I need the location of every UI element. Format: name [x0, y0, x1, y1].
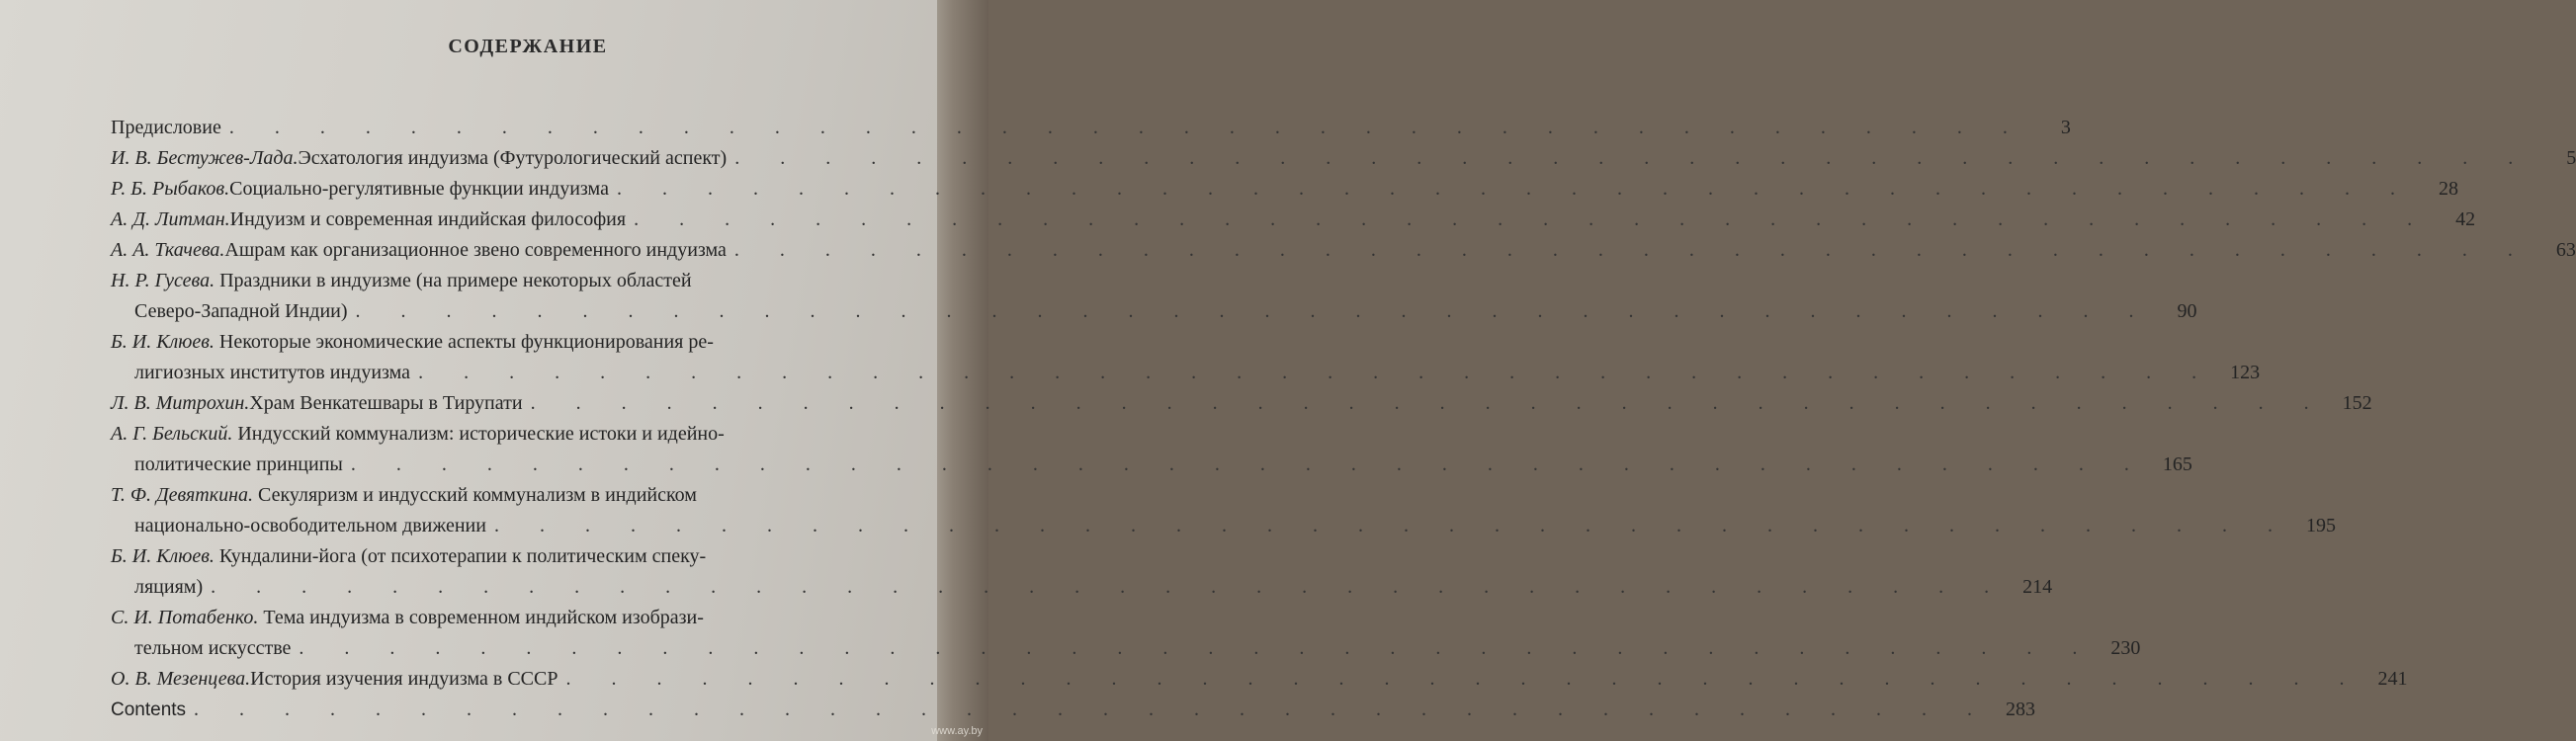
toc-entry-title-line: национально-освободительном движении [134, 515, 486, 536]
toc-entry [111, 423, 2192, 484]
toc-leader-dots: . . . . . . . . . . . . . . . . . . . . . . . . . . . . . . . . . . . . . . . . [299, 637, 2096, 659]
toc-leader-dots: . . . . . . . . . . . . . . . . . . . . . . . . . . . . . . . . . . . . . . . . [634, 208, 2431, 230]
toc-page-number: 195 [2305, 515, 2336, 536]
toc-entry-title-line: Contents [111, 700, 187, 720]
toc-entry [111, 270, 2197, 331]
toc-entry [111, 147, 2576, 178]
toc-entry-title-line: Северо-Западной Индии) [134, 300, 348, 322]
toc-entry-title-line: Индусский коммунализм: исторические истоки и идейно- [237, 423, 725, 445]
toc-entry-author: А. А. Ткачева. [111, 239, 225, 261]
toc-entry-author: И. В. Бестужев-Лада. [111, 147, 299, 169]
toc-leader-dots: . . . . . . . . . . . . . . . . . . . . . . . . . . . . . . . . . . . . . . . . [211, 576, 2008, 598]
toc-entry-author: А. Д. Литман. [111, 208, 230, 230]
toc-entry-title-line: История изучения индуизма в СССР [250, 668, 558, 690]
toc-entry-author: Т. Ф. Девяткина. [111, 484, 258, 506]
toc-entry-author: О. В. Мезенцева. [111, 668, 251, 690]
toc-entry-title-line: Тема индуизма в современном индийском изобрази- [263, 607, 704, 628]
toc-entry-title-line: политические принципы [134, 453, 343, 475]
toc-entry-author: Р. Б. Рыбаков. [111, 178, 230, 200]
toc-entry [111, 239, 2576, 270]
toc-entry [111, 545, 2053, 607]
toc-entry-title-line: тельном искусстве [134, 637, 292, 659]
toc-leader-dots: . . . . . . . . . . . . . . . . . . . . . . . . . . . . . . . . . . . . . . . . [228, 117, 2025, 138]
toc-page-number: 165 [2162, 453, 2192, 475]
toc-entry-title-line: Кундалини-йога (от психотерапии к политическим спеку- [218, 545, 707, 567]
toc-entry [111, 668, 2408, 699]
toc-entry-author: С. И. Потабенко. [111, 607, 264, 628]
toc-page-number: 3 [2060, 117, 2071, 138]
toc-leader-dots: . . . . . . . . . . . . . . . . . . . . . . . . . . . . . . . . . . . . . . . . [194, 699, 1991, 720]
toc-page-number: 152 [2342, 392, 2372, 414]
toc-entry-title-line: Индуизм и современная индийская философия [229, 208, 627, 230]
toc-leader-dots: . . . . . . . . . . . . . . . . . . . . . . . . . . . . . . . . . . . . . . . . [530, 392, 2327, 414]
toc-entry [111, 607, 2141, 668]
toc-entry-title-line: Предисловие [111, 117, 221, 138]
toc-entry-author: А. Г. Бельский. [111, 423, 238, 445]
toc-entry [111, 699, 2036, 729]
toc-leader-dots: . . . . . . . . . . . . . . . . . . . . . . . . . . . . . . . . . . . . . . . . [350, 453, 2147, 475]
toc-entry-title-line: Праздники в индуизме (на примере некоторых областей [219, 270, 692, 291]
toc-entry-title-line: Ашрам как организационное звено современного индуизма [224, 239, 727, 261]
toc-leader-dots: . . . . . . . . . . . . . . . . . . . . . . . . . . . . . . . . . . . . . . . . [418, 362, 2215, 383]
table-of-contents [111, 117, 2576, 729]
toc-entry [111, 392, 2372, 423]
toc-entry-title-line: лигиозных институтов индуизма [134, 362, 411, 383]
toc-page-number: 214 [2022, 576, 2053, 598]
toc-leader-dots: . . . . . . . . . . . . . . . . . . . . . . . . . . . . . . . . . . . . . . . . [733, 239, 2531, 261]
toc-page-number: 283 [2006, 699, 2036, 720]
toc-entry-author: Б. И. Клюев. [111, 545, 219, 567]
toc-entry-author: Н. Р. Гусева. [111, 270, 220, 291]
toc-page-number: 90 [2177, 300, 2197, 322]
toc-entry-title-line: Эсхатология индуизма (Футурологический аспект) [298, 147, 728, 169]
toc-entry-title-line: Некоторые экономические аспекты функционирования ре- [218, 331, 714, 353]
toc-entry [111, 178, 2458, 208]
toc-page-number: 63 [2555, 239, 2576, 261]
toc-leader-dots: . . . . . . . . . . . . . . . . . . . . . . . . . . . . . . . . . . . . . . . . [565, 668, 2362, 690]
toc-leader-dots: . . . . . . . . . . . . . . . . . . . . . . . . . . . . . . . . . . . . . . . . [355, 300, 2152, 322]
toc-entry [111, 484, 2336, 545]
toc-entry-author: Л. В. Митрохин. [111, 392, 250, 414]
toc-entry [111, 208, 2476, 239]
toc-entry-author: Б. И. Клюев. [111, 331, 219, 353]
toc-page-number: 5 [2566, 147, 2576, 169]
toc-entry-title-line: Храм Венкатешвары в Тирупати [249, 392, 523, 414]
toc-page-number: 230 [2110, 637, 2141, 659]
toc-page-number: 241 [2377, 668, 2408, 690]
page-title: СОДЕРЖАНИЕ [448, 36, 608, 57]
toc-leader-dots: . . . . . . . . . . . . . . . . . . . . . . . . . . . . . . . . . . . . . . . . [616, 178, 2413, 200]
toc-page-number: 28 [2438, 178, 2458, 200]
toc-leader-dots: . . . . . . . . . . . . . . . . . . . . . . . . . . . . . . . . . . . . . . . . [493, 515, 2290, 536]
toc-entry [111, 331, 2261, 392]
toc-page-number: 42 [2455, 208, 2476, 230]
toc-entry-title-line: Социально-регулятивные функции индуизма [229, 178, 609, 200]
toc-entry-title-line: ляциям) [134, 576, 204, 598]
toc-leader-dots: . . . . . . . . . . . . . . . . . . . . . . . . . . . . . . . . . . . . . . . . [734, 147, 2532, 169]
watermark-text: www.ay.by [931, 725, 983, 737]
toc-entry-title-line: Секуляризм и индусский коммунализм в индийском [257, 484, 697, 506]
toc-entry [111, 117, 2071, 147]
toc-page-number: 123 [2230, 362, 2261, 383]
